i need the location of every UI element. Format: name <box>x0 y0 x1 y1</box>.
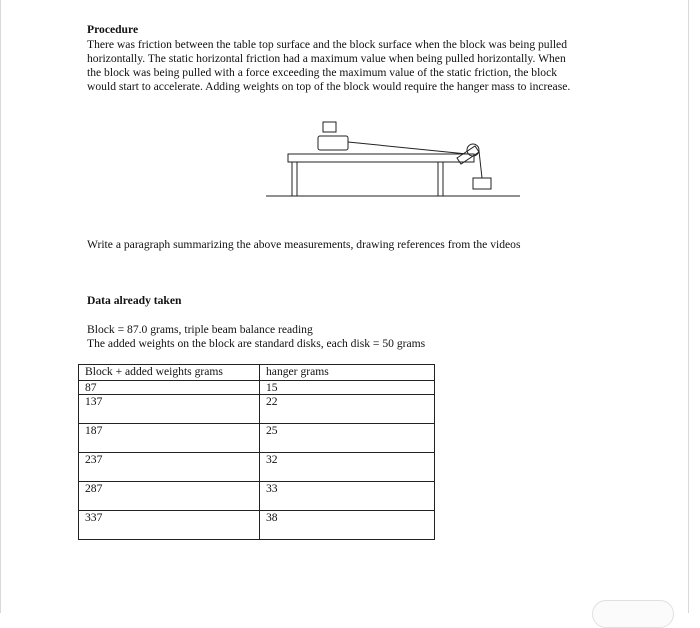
table-header-row <box>79 365 435 381</box>
data-heading: Data already taken <box>87 294 182 307</box>
block-mass-line: Block = 87.0 grams, triple beam balance reading <box>87 323 313 336</box>
header-block-weights: Block + added weights grams <box>79 365 260 381</box>
instruction-text: Write a paragraph summarizing the above measurements, drawing references from the videos <box>87 238 521 251</box>
header-hanger: hanger grams <box>260 365 435 381</box>
table-row <box>79 381 435 395</box>
procedure-heading: Procedure <box>87 23 139 36</box>
procedure-line-4: would start to accelerate. Adding weights on top of the block would require the hanger mass to increase. <box>87 80 571 93</box>
procedure-line-2: horizontally. The static horizontal friction had a maximum value when being pulled horizontally. When <box>87 52 566 65</box>
table-row <box>79 453 435 482</box>
block-mass-cell: 287 <box>79 482 260 511</box>
measurements-table <box>78 364 435 540</box>
block-mass-cell: 187 <box>79 424 260 453</box>
wooden-block <box>318 136 348 150</box>
friction-apparatus-diagram <box>260 112 530 208</box>
added-weight-disk <box>323 122 336 132</box>
hanger-mass <box>473 178 491 189</box>
hanging-string <box>479 151 482 178</box>
hanger-mass-cell: 32 <box>260 453 435 482</box>
page-edge-right <box>688 0 689 613</box>
block-mass-cell: 87 <box>79 381 260 395</box>
procedure-line-1: There was friction between the table top surface and the block surface when the block was being pulled <box>87 38 567 51</box>
table-top <box>288 154 474 162</box>
viewer-control-pill[interactable] <box>592 600 674 628</box>
hanger-mass-cell: 22 <box>260 395 435 424</box>
disk-mass-line: The added weights on the block are standard disks, each disk = 50 grams <box>87 337 426 350</box>
block-mass-cell: 137 <box>79 395 260 424</box>
string <box>348 142 467 154</box>
procedure-line-3: the block was being pulled with a force exceeding the maximum value of the static friction, the block <box>87 66 558 79</box>
table-row <box>79 482 435 511</box>
hanger-mass-cell: 25 <box>260 424 435 453</box>
hanger-mass-cell: 33 <box>260 482 435 511</box>
table-row <box>79 511 435 540</box>
hanger-mass-cell: 15 <box>260 381 435 395</box>
table-row <box>79 395 435 424</box>
block-mass-cell: 337 <box>79 511 260 540</box>
table-row <box>79 424 435 453</box>
page-edge-left <box>0 0 1 613</box>
block-mass-cell: 237 <box>79 453 260 482</box>
hanger-mass-cell: 38 <box>260 511 435 540</box>
